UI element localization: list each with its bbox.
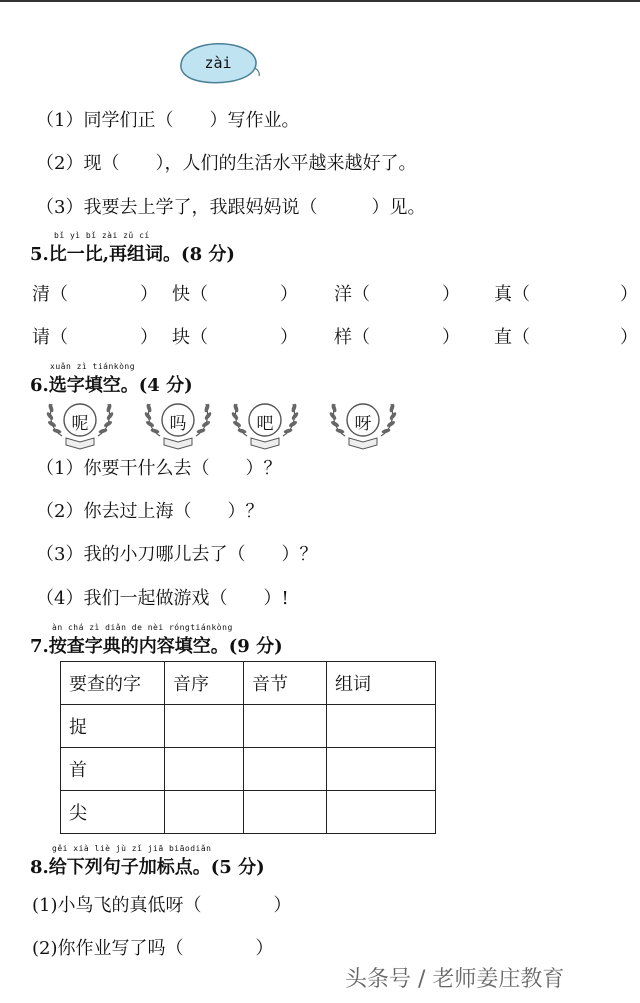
q8-line-2: (2)你作业写了吗（ ） (32, 938, 274, 959)
blank-cell[interactable] (165, 705, 244, 748)
q5-r1-c1: 清（ ） (32, 284, 158, 305)
zai-line-3: （3）我要去上学了，我跟妈妈说（ ）见。 (36, 197, 426, 218)
choice-ba: 吧 (256, 414, 274, 434)
row-char: 尖 (61, 791, 165, 834)
header-yinjie: 音节 (244, 662, 327, 705)
blank-cell[interactable] (244, 705, 327, 748)
q5-pinyin: bǐ yì bǐ zài zǔ cí (54, 231, 150, 240)
q8-line-1: (1)小鸟飞的真低呀（ ） (32, 895, 292, 916)
q7-title: 7.按查字典的内容填空。(9 分) (30, 636, 283, 657)
choice-ya: 呀 (354, 414, 372, 434)
q6-title: 6.选字填空。(4 分) (30, 375, 193, 396)
q6-line-3: （3）我的小刀哪儿去了（ ）？ (36, 544, 318, 565)
zai-line-2: （2）现（ ），人们的生活水平越来越好了。 (36, 153, 417, 174)
row-char: 捉 (61, 705, 165, 748)
q7-pinyin: àn chá zì diǎn de nèi róngtiánkòng (52, 623, 233, 632)
q5-r2-c2: 块（ ） (172, 327, 298, 348)
q6-line-1: （1）你要干什么去（ ）？ (36, 458, 282, 479)
row-char: 首 (61, 748, 165, 791)
q5-r2-c3: 样（ ） (334, 327, 460, 348)
table-header-row (61, 662, 436, 705)
q5-r1-c3: 洋（ ） (334, 284, 460, 305)
blank-cell[interactable] (165, 791, 244, 834)
badge-pinyin: zài (204, 54, 232, 72)
dictionary-table (60, 661, 436, 834)
q6-pinyin: xuǎn zì tiánkòng (50, 362, 136, 371)
zai-line-1: （1）同学们正（ ）写作业。 (36, 110, 300, 131)
q5-r2-c1: 请（ ） (32, 327, 158, 348)
blank-cell[interactable] (244, 748, 327, 791)
q8-title: 8.给下列句子加标点。(5 分) (30, 857, 265, 878)
q6-line-2: （2）你去过上海（ ）？ (36, 501, 264, 522)
blank-cell[interactable] (327, 791, 436, 834)
choice-ma: 吗 (169, 414, 187, 434)
q5-title: 5.比一比,再组词。(8 分) (30, 244, 235, 265)
q5-r2-c4: 直（ ） (494, 327, 638, 348)
choice-ne: 呢 (71, 414, 89, 434)
table-row (61, 791, 436, 834)
watermark: 头条号 / 老师姜庄教育 (345, 967, 565, 992)
blank-cell[interactable] (327, 705, 436, 748)
q5-r1-c4: 真（ ） (494, 284, 638, 305)
table-row (61, 748, 436, 791)
q6-line-4: （4）我们一起做游戏（ ）! (36, 588, 289, 609)
blank-cell[interactable] (244, 791, 327, 834)
q5-r1-c2: 快（ ） (172, 284, 298, 305)
header-char: 要查的字 (61, 662, 165, 705)
table-row (61, 705, 436, 748)
blank-cell[interactable] (327, 748, 436, 791)
header-zuci: 组词 (327, 662, 436, 705)
top-rule (0, 0, 640, 2)
q8-pinyin: gěi xià liè jù zǐ jiā biāodiǎn (52, 844, 212, 853)
blank-cell[interactable] (165, 748, 244, 791)
header-yinxu: 音序 (165, 662, 244, 705)
